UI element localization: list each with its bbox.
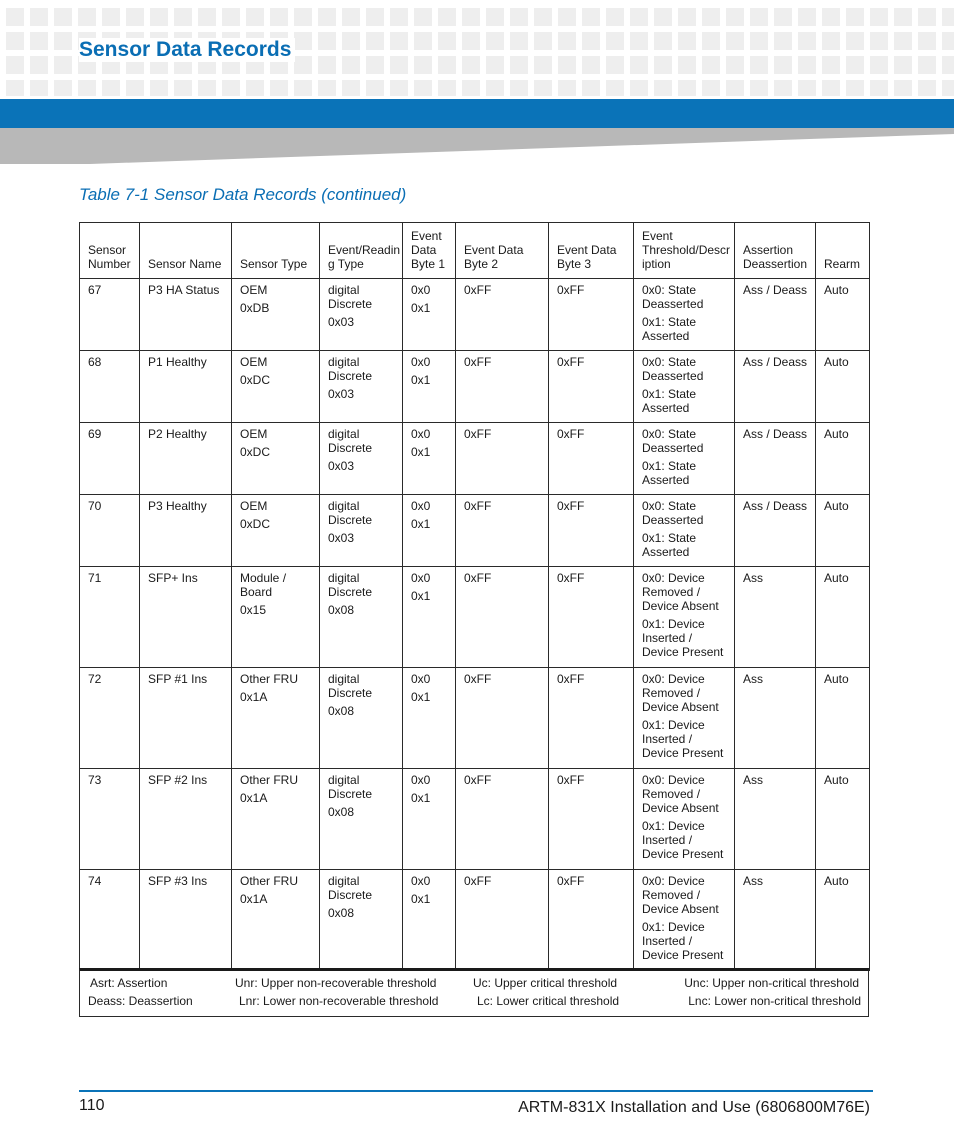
cell-name: P1 Healthy <box>140 351 232 423</box>
cell-assertion: Ass <box>735 870 816 971</box>
page-number: 110 <box>79 1097 105 1114</box>
cell-value: 0x1 <box>411 690 431 704</box>
table-row <box>80 668 870 769</box>
cell-assertion: Ass <box>735 567 816 668</box>
cell-value: OEM <box>240 283 268 297</box>
column-header-line: Threshold/Descr <box>642 243 731 257</box>
column-header-line: Deassertion <box>743 257 808 271</box>
column-header-line: Byte 2 <box>464 257 499 271</box>
cell-value: OEM <box>240 499 268 513</box>
cell-value: 0x1: Device Inserted / Device Present <box>642 920 724 962</box>
cell-event-type <box>320 769 403 870</box>
cell-byte1 <box>403 769 456 870</box>
cell-value: 0x0: Device Removed / Device Absent <box>642 571 719 613</box>
cell-event-type <box>320 870 403 971</box>
cell-byte3: 0xFF <box>549 279 634 351</box>
cell-type <box>232 668 320 769</box>
cell-assertion: Ass / Deass <box>735 279 816 351</box>
cell-rearm: Auto <box>816 567 870 668</box>
cell-value: 0xDB <box>240 301 270 315</box>
cell-assertion: Ass <box>735 769 816 870</box>
cell-value: 0x0 <box>411 672 431 686</box>
cell-threshold <box>634 668 735 769</box>
column-header-line: Sensor Name <box>148 257 222 271</box>
column-header-line: Sensor Type <box>240 257 308 271</box>
legend-lnc: Lnc: Lower non-critical threshold <box>688 994 861 1008</box>
cell-value: 0x1: Device Inserted / Device Present <box>642 819 724 861</box>
cell-type <box>232 769 320 870</box>
cell-byte3: 0xFF <box>549 423 634 495</box>
column-header-line: g Type <box>328 257 364 271</box>
cell-byte3: 0xFF <box>549 567 634 668</box>
column-header-line: Byte 1 <box>411 257 446 271</box>
abbreviation-legend <box>79 968 869 1017</box>
cell-value: 0x0: State Deasserted <box>642 499 704 527</box>
legend-lc: Lc: Lower critical threshold <box>477 994 620 1008</box>
cell-value: 0xDC <box>240 373 271 387</box>
cell-value: 0x03 <box>328 459 355 473</box>
column-header <box>320 223 403 279</box>
legend-deass: Deass: Deassertion <box>88 994 193 1008</box>
cell-byte3: 0xFF <box>549 668 634 769</box>
table-row <box>80 567 870 668</box>
cell-value: 0x1: Device Inserted / Device Present <box>642 617 724 659</box>
cell-assertion: Ass <box>735 668 816 769</box>
cell-value: 0x15 <box>240 603 267 617</box>
cell-number: 74 <box>80 870 140 971</box>
cell-rearm: Auto <box>816 870 870 971</box>
cell-threshold <box>634 351 735 423</box>
cell-value: 0x1: State Asserted <box>642 531 697 559</box>
cell-value: Other FRU <box>240 773 299 787</box>
column-header-line: Rearm <box>824 257 861 271</box>
sensor-data-records-table <box>79 222 870 971</box>
cell-value: digital Discrete <box>328 672 373 700</box>
table-row <box>80 351 870 423</box>
cell-value: 0x03 <box>328 531 355 545</box>
cell-byte3: 0xFF <box>549 495 634 567</box>
column-header-line: Number <box>88 257 131 271</box>
column-header-line: Event Data <box>464 243 524 257</box>
cell-name: P2 Healthy <box>140 423 232 495</box>
column-header-line: Event <box>411 229 442 243</box>
cell-type <box>232 423 320 495</box>
column-header <box>232 223 320 279</box>
cell-threshold <box>634 279 735 351</box>
footer-rule <box>79 1090 873 1092</box>
cell-byte2: 0xFF <box>456 423 549 495</box>
table-row <box>80 279 870 351</box>
table-row <box>80 495 870 567</box>
cell-event-type <box>320 279 403 351</box>
cell-number: 70 <box>80 495 140 567</box>
cell-name: SFP+ Ins <box>140 567 232 668</box>
column-header <box>735 223 816 279</box>
cell-assertion: Ass / Deass <box>735 351 816 423</box>
legend-uc: Uc: Upper critical threshold <box>473 976 618 990</box>
column-header-line: iption <box>642 257 671 271</box>
cell-byte1 <box>403 495 456 567</box>
cell-value: 0x1: Device Inserted / Device Present <box>642 718 724 760</box>
cell-value: 0x03 <box>328 387 355 401</box>
column-header-line: Event Data <box>557 243 617 257</box>
cell-name: SFP #2 Ins <box>140 769 232 870</box>
cell-name: SFP #1 Ins <box>140 668 232 769</box>
column-header <box>816 223 870 279</box>
cell-assertion: Ass / Deass <box>735 423 816 495</box>
cell-type <box>232 279 320 351</box>
cell-value: 0x0: Device Removed / Device Absent <box>642 773 719 815</box>
cell-rearm: Auto <box>816 495 870 567</box>
cell-value: digital Discrete <box>328 427 373 455</box>
cell-byte2: 0xFF <box>456 668 549 769</box>
column-header-line: Data <box>411 243 437 257</box>
cell-assertion: Ass / Deass <box>735 495 816 567</box>
table-body <box>80 279 870 971</box>
cell-value: 0x1 <box>411 791 431 805</box>
cell-threshold <box>634 567 735 668</box>
column-header <box>634 223 735 279</box>
column-header-line: Sensor <box>88 243 127 257</box>
cell-number: 67 <box>80 279 140 351</box>
cell-value: 0x1A <box>240 892 268 906</box>
cell-rearm: Auto <box>816 769 870 870</box>
cell-byte3: 0xFF <box>549 870 634 971</box>
cell-value: digital Discrete <box>328 355 373 383</box>
cell-value: 0x0 <box>411 499 431 513</box>
cell-threshold <box>634 769 735 870</box>
cell-byte2: 0xFF <box>456 567 549 668</box>
cell-threshold <box>634 870 735 971</box>
cell-rearm: Auto <box>816 423 870 495</box>
cell-event-type <box>320 351 403 423</box>
column-header <box>140 223 232 279</box>
cell-value: digital Discrete <box>328 874 373 902</box>
cell-value: 0x0 <box>411 283 431 297</box>
cell-value: 0x0 <box>411 773 431 787</box>
cell-value: 0x1A <box>240 791 268 805</box>
cell-number: 71 <box>80 567 140 668</box>
column-header-line: Event/Readin <box>328 243 401 257</box>
cell-value: 0x0: State Deasserted <box>642 355 704 383</box>
cell-rearm: Auto <box>816 279 870 351</box>
cell-threshold <box>634 423 735 495</box>
cell-value: 0x1 <box>411 589 431 603</box>
cell-byte1 <box>403 351 456 423</box>
cell-byte1 <box>403 567 456 668</box>
cell-byte1 <box>403 668 456 769</box>
table-row <box>80 423 870 495</box>
cell-type <box>232 567 320 668</box>
column-header-line: Assertion <box>743 243 794 257</box>
table-row <box>80 870 870 971</box>
cell-value: digital Discrete <box>328 571 373 599</box>
cell-value: 0x08 <box>328 906 355 920</box>
column-header-line: Event <box>642 229 673 243</box>
document-title: ARTM-831X Installation and Use (6806800M76E) <box>518 1099 870 1116</box>
table-row <box>80 769 870 870</box>
cell-event-type <box>320 567 403 668</box>
cell-byte2: 0xFF <box>456 351 549 423</box>
cell-type <box>232 870 320 971</box>
cell-value: digital Discrete <box>328 499 373 527</box>
cell-value: 0x1A <box>240 690 268 704</box>
cell-value: 0x1 <box>411 892 431 906</box>
cell-value: 0x0: Device Removed / Device Absent <box>642 874 719 916</box>
cell-value: 0xDC <box>240 517 271 531</box>
cell-event-type <box>320 423 403 495</box>
cell-byte1 <box>403 279 456 351</box>
header-gray-wedge <box>0 128 954 164</box>
cell-value: 0x1 <box>411 301 431 315</box>
cell-threshold <box>634 495 735 567</box>
cell-value: Other FRU <box>240 672 299 686</box>
cell-value: 0x0: Device Removed / Device Absent <box>642 672 719 714</box>
table-header <box>80 223 870 279</box>
cell-value: 0x1: State Asserted <box>642 315 697 343</box>
cell-number: 72 <box>80 668 140 769</box>
column-header-line: Byte 3 <box>557 257 592 271</box>
cell-name: P3 HA Status <box>140 279 232 351</box>
cell-byte1 <box>403 870 456 971</box>
cell-type <box>232 351 320 423</box>
cell-byte1 <box>403 423 456 495</box>
cell-value: 0x08 <box>328 704 355 718</box>
column-header <box>456 223 549 279</box>
cell-value: 0x08 <box>328 603 355 617</box>
cell-value: 0xDC <box>240 445 271 459</box>
cell-value: 0x0: State Deasserted <box>642 283 704 311</box>
cell-byte3: 0xFF <box>549 351 634 423</box>
cell-byte2: 0xFF <box>456 870 549 971</box>
cell-value: 0x1: State Asserted <box>642 387 697 415</box>
cell-value: OEM <box>240 355 268 369</box>
page-title: Sensor Data Records <box>79 38 295 62</box>
column-header <box>403 223 456 279</box>
legend-asrt: Asrt: Assertion <box>90 976 168 990</box>
cell-value: 0x08 <box>328 805 355 819</box>
cell-byte2: 0xFF <box>456 279 549 351</box>
cell-value: 0x0 <box>411 571 431 585</box>
cell-rearm: Auto <box>816 668 870 769</box>
cell-number: 68 <box>80 351 140 423</box>
cell-number: 73 <box>80 769 140 870</box>
legend-unr: Unr: Upper non-recoverable threshold <box>235 976 437 990</box>
cell-value: OEM <box>240 427 268 441</box>
column-header <box>549 223 634 279</box>
cell-value: 0x0 <box>411 355 431 369</box>
cell-value: 0x1: State Asserted <box>642 459 697 487</box>
cell-byte2: 0xFF <box>456 495 549 567</box>
column-header <box>80 223 140 279</box>
cell-value: 0x1 <box>411 445 431 459</box>
legend-unc: Unc: Upper non-critical threshold <box>684 976 859 990</box>
cell-event-type <box>320 668 403 769</box>
cell-value: digital Discrete <box>328 283 373 311</box>
header-blue-band <box>0 99 954 128</box>
cell-value: 0x0 <box>411 874 431 888</box>
header-row <box>80 223 870 279</box>
cell-name: P3 Healthy <box>140 495 232 567</box>
cell-value: 0x0 <box>411 427 431 441</box>
cell-value: 0x1 <box>411 373 431 387</box>
cell-number: 69 <box>80 423 140 495</box>
table-caption: Table 7-1 Sensor Data Records (continued) <box>79 185 407 204</box>
cell-value: 0x0: State Deasserted <box>642 427 704 455</box>
cell-byte2: 0xFF <box>456 769 549 870</box>
cell-value: digital Discrete <box>328 773 373 801</box>
cell-name: SFP #3 Ins <box>140 870 232 971</box>
cell-value: Module / Board <box>240 571 287 599</box>
cell-rearm: Auto <box>816 351 870 423</box>
cell-value: 0x1 <box>411 517 431 531</box>
cell-byte3: 0xFF <box>549 769 634 870</box>
cell-value: 0x03 <box>328 315 355 329</box>
legend-lnr: Lnr: Lower non-recoverable threshold <box>239 994 439 1008</box>
cell-type <box>232 495 320 567</box>
cell-event-type <box>320 495 403 567</box>
cell-value: Other FRU <box>240 874 299 888</box>
